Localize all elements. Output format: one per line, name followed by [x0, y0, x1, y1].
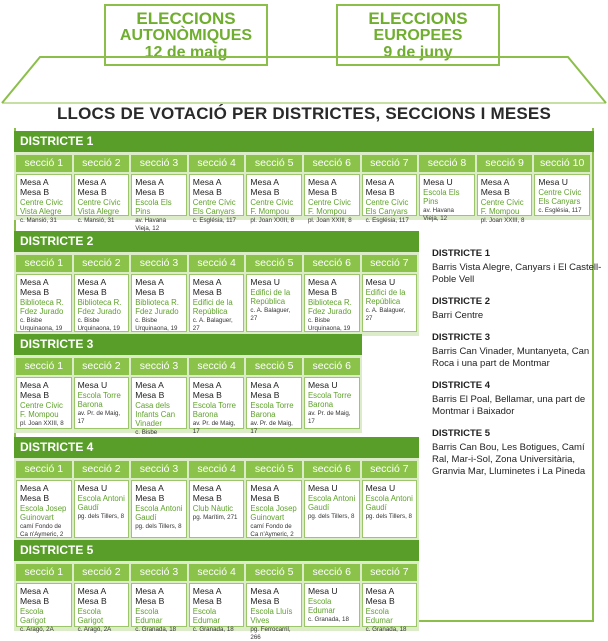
section-details: [74, 583, 130, 633]
section-cell: [15, 461, 73, 538]
mesa-label: Mesa B: [192, 493, 222, 503]
section-label: secció 3: [131, 461, 187, 478]
section-details: [131, 274, 187, 332]
section-details: [16, 274, 72, 332]
polling-place: Escola Torre Barona: [192, 401, 236, 419]
section-details: [131, 174, 187, 232]
section-cell: [303, 564, 361, 627]
mesa-label: Mesa B: [20, 596, 50, 606]
section-cell: [361, 461, 419, 538]
europees-line2: EUROPEES: [373, 27, 463, 44]
section-details: [189, 174, 245, 224]
section-cell: [245, 564, 303, 641]
section-cell: [73, 564, 131, 633]
polling-place: Escola Els Pins: [135, 198, 172, 216]
mesa-label: Mesa B: [20, 287, 50, 297]
section-details: [419, 174, 475, 222]
mesa-label: Mesa B: [135, 390, 165, 400]
legend-district-description: Barris Can Bou, Les Botigues, Camí Ral, Mar-i-Sol, Zona Universitària, Granvia Mar, Lluminetes i La Pineda: [432, 442, 586, 477]
autonomiques-line2: AUTONÒMIQUES: [119, 27, 253, 44]
legend-district-description: Barris El Poal, Bellamar, una part de Montmar i Baixador: [432, 394, 586, 417]
mesa-label: Mesa B: [192, 187, 222, 197]
section-label: secció 10: [534, 155, 590, 172]
mesa-label: Mesa B: [135, 287, 165, 297]
district-header: DISTRICTE 2: [14, 231, 419, 252]
polling-address: c. Església, 117: [538, 207, 582, 214]
section-details: [189, 480, 245, 538]
polling-place: Escola Torre Barona: [77, 391, 121, 409]
section-cell: [533, 155, 591, 216]
mesa-label: Mesa B: [77, 187, 107, 197]
polling-place: Centre Cívic Vista Alegre: [20, 198, 63, 216]
polling-place: Casa dels Infants Can Vinader: [135, 401, 176, 428]
mesa-label: Mesa A: [250, 586, 280, 596]
section-cell: [361, 155, 419, 224]
polling-address: pg. dels Tillers, 8: [365, 513, 412, 520]
section-details: [74, 274, 130, 332]
polling-place: Escola Josep Guinovart: [20, 504, 67, 522]
mesa-label: Mesa A: [77, 277, 107, 287]
polling-address: pg. dels Tillers, 8: [307, 513, 355, 520]
section-details: [189, 274, 245, 332]
section-cell: [73, 255, 131, 332]
mesa-label: Mesa A: [365, 586, 395, 596]
mesa-label: Mesa U: [77, 380, 108, 390]
section-label: secció 6: [304, 255, 360, 272]
polling-address: pl. Joan XXIII, 8: [20, 420, 64, 427]
section-label: secció 4: [189, 564, 245, 581]
section-label: secció 2: [74, 461, 130, 478]
section-label: secció 6: [304, 461, 360, 478]
section-cell: [245, 255, 303, 332]
section-details: [246, 377, 302, 435]
legend-district-title: DISTRICTE 4: [432, 380, 491, 391]
mesa-label: Mesa A: [20, 380, 49, 390]
polling-place: Biblioteca R. Fdez Jurado: [77, 298, 122, 316]
mesa-label: Mesa A: [20, 483, 49, 493]
polling-address: av. Havana Vieja, 12: [423, 207, 454, 222]
mesa-label: Mesa A: [135, 177, 164, 187]
polling-place: Centre Cívic F. Mompou: [20, 401, 63, 419]
mesa-label: Mesa U: [538, 177, 568, 187]
polling-place: Escola Garigot: [20, 607, 46, 625]
section-details: [74, 480, 130, 538]
section-cell: [15, 255, 73, 332]
section-details: [131, 480, 187, 538]
section-details: [246, 274, 302, 332]
mesa-label: Mesa A: [20, 177, 49, 187]
polling-address: camí Fondo de Ca n'Aymeric, 2: [20, 523, 64, 538]
polling-address: c. Bisbe Urquinaona, 19: [307, 317, 351, 332]
section-label: secció 3: [131, 564, 187, 581]
polling-address: pg. dels Tillers, 8: [77, 513, 125, 520]
section-label: secció 7: [362, 461, 418, 478]
europees-date: 9 de juny: [383, 44, 453, 61]
polling-address: c. Mansió, 31: [77, 217, 115, 224]
mesa-label: Mesa B: [20, 493, 50, 503]
section-label: secció 3: [131, 255, 187, 272]
section-details: [16, 174, 72, 224]
legend-district-title: DISTRICTE 1: [432, 248, 491, 259]
mesa-label: Mesa B: [192, 287, 222, 297]
section-label: secció 7: [362, 564, 418, 581]
mesa-label: Mesa A: [20, 277, 49, 287]
polling-place: Escola Els Pins: [423, 188, 460, 206]
section-details: [74, 377, 130, 429]
polling-place: Centre Cívic F. Mompou: [250, 198, 294, 216]
section-row: [15, 461, 418, 538]
polling-address: pl. Joan XXIII, 8: [307, 217, 352, 224]
mesa-label: Mesa U: [77, 483, 108, 493]
legend-district-description: Barri Centre: [432, 310, 484, 321]
legend-district-title: DISTRICTE 2: [432, 296, 491, 307]
section-label: secció 6: [304, 358, 360, 375]
polling-address: c. Aragó, 2A: [77, 626, 112, 633]
polling-place: Escola Torre Barona: [307, 391, 352, 409]
polling-place: Escola Garigot: [77, 607, 104, 625]
polling-place: Biblioteca R. Fdez Jurado: [307, 298, 352, 316]
polling-place: Centre Cívic Vista Alegre: [77, 198, 121, 216]
section-label: secció 4: [189, 358, 245, 375]
section-cell: [303, 461, 361, 538]
mesa-label: Mesa A: [250, 483, 280, 493]
polling-address: av. Pr. de Maig, 17: [77, 410, 121, 425]
polling-address: pl. Joan XXIII, 8: [480, 217, 525, 224]
polling-place: Club Nàutic: [192, 504, 234, 513]
section-details: [362, 480, 418, 538]
section-cell: [418, 155, 476, 222]
polling-address: av. Havana Vieja, 12: [135, 217, 167, 232]
section-details: [246, 583, 302, 641]
section-label: secció 1: [16, 155, 72, 172]
mesa-label: Mesa A: [250, 177, 280, 187]
section-cell: [476, 155, 534, 224]
polling-address: c. A. Balaguer, 27: [365, 307, 406, 322]
mesa-label: Mesa U: [365, 483, 396, 493]
polling-address: c. Bisbe Urquinaona, 19: [135, 317, 178, 332]
mesa-label: Mesa B: [135, 493, 165, 503]
polling-place: Escola Edumar: [135, 607, 163, 625]
section-details: [534, 174, 590, 216]
mesa-label: Mesa A: [192, 277, 222, 287]
section-label: secció 1: [16, 564, 72, 581]
section-details: [131, 377, 187, 436]
section-cell: [130, 461, 188, 538]
section-label: secció 6: [304, 155, 360, 172]
section-cell: [73, 461, 131, 538]
polling-place: Escola Edumar: [307, 597, 336, 615]
mesa-label: Mesa A: [135, 586, 164, 596]
polling-address: c. Granada, 18: [192, 626, 234, 633]
mesa-label: Mesa A: [192, 380, 222, 390]
section-label: secció 1: [16, 358, 72, 375]
mesa-label: Mesa A: [77, 586, 107, 596]
section-label: secció 5: [246, 358, 302, 375]
section-row: [15, 358, 361, 436]
mesa-label: Mesa U: [365, 277, 396, 287]
polling-address: c. A. Balaguer, 27: [250, 307, 291, 322]
mesa-label: Mesa A: [135, 380, 164, 390]
section-details: [189, 583, 245, 633]
mesa-label: Mesa A: [135, 277, 164, 287]
polling-place: Escola Torre Barona: [250, 401, 294, 419]
polling-address: av. Pr. de Maig, 17: [192, 420, 236, 435]
section-cell: [15, 564, 73, 633]
mesa-label: Mesa B: [307, 187, 338, 197]
section-cell: [303, 255, 361, 332]
mesa-label: Mesa B: [192, 596, 222, 606]
polling-address: pg. Marítim, 271: [192, 514, 238, 521]
mesa-label: Mesa B: [365, 187, 395, 197]
polling-address: c. Granada, 18: [307, 616, 349, 623]
polling-place: Edifici de la República: [365, 288, 406, 306]
section-label: secció 8: [419, 155, 475, 172]
polling-address: c. Bisbe: [135, 429, 158, 436]
polling-address: pl. Joan XXIII, 8: [250, 217, 295, 224]
polling-place: Escola Antoni Gaudí: [135, 504, 183, 522]
mesa-label: Mesa B: [192, 390, 222, 400]
section-cell: [303, 358, 361, 429]
mesa-label: Mesa U: [250, 277, 280, 287]
section-cell: [188, 358, 246, 435]
autonomiques-date: 12 de maig: [144, 44, 228, 61]
section-cell: [188, 564, 246, 633]
polling-address: c. Església, 117: [365, 217, 409, 224]
legend-district-description: Barris Vista Alegre, Canyars i El Castell-Poble Vell: [432, 262, 602, 285]
mesa-label: Mesa B: [77, 287, 107, 297]
polling-place: Centre Cívic F. Mompou: [480, 198, 524, 216]
section-details: [362, 583, 418, 633]
district-header: DISTRICTE 3: [14, 334, 362, 355]
polling-place: Centre Cívic F. Mompou: [307, 198, 351, 216]
section-details: [16, 480, 72, 538]
polling-address: c. Bisbe Urquinaona, 19: [20, 317, 63, 332]
district-header: DISTRICTE 1: [14, 131, 594, 152]
mesa-label: Mesa B: [20, 390, 50, 400]
polling-place: Escola Edumar: [192, 607, 221, 625]
section-cell: [361, 255, 419, 332]
polling-place: Escola Edumar: [365, 607, 393, 625]
section-row: [15, 564, 418, 641]
section-label: secció 4: [189, 155, 245, 172]
section-cell: [188, 155, 246, 224]
section-label: secció 5: [246, 461, 302, 478]
section-cell: [130, 564, 188, 633]
section-cell: [245, 461, 303, 538]
section-details: [362, 274, 418, 332]
section-label: secció 4: [189, 255, 245, 272]
section-row: [15, 155, 591, 232]
section-label: secció 1: [16, 255, 72, 272]
mesa-label: Mesa B: [250, 187, 280, 197]
section-label: secció 7: [362, 155, 418, 172]
polling-address: c. A. Balaguer, 27: [192, 317, 233, 332]
section-cell: [188, 461, 246, 538]
section-cell: [73, 358, 131, 429]
section-cell: [361, 564, 419, 633]
mesa-label: Mesa A: [192, 177, 222, 187]
section-details: [74, 174, 130, 224]
polling-place: Escola Josep Guinovart: [250, 504, 297, 522]
polling-address: av. Pr. de Maig, 17: [250, 420, 293, 435]
mesa-label: Mesa U: [423, 177, 453, 187]
mesa-label: Mesa B: [20, 187, 50, 197]
legend-district-title: DISTRICTE 3: [432, 332, 491, 343]
polling-address: av. Pr. de Maig, 17: [307, 410, 351, 425]
legend-district-description: Barris Can Vinader, Muntanyeta, Can Roca i una part de Montmar: [432, 346, 590, 369]
section-cell: [130, 255, 188, 332]
section-details: [304, 583, 360, 627]
mesa-label: Mesa A: [192, 586, 222, 596]
section-details: [16, 377, 72, 429]
autonomiques-line1: ELECCIONS: [136, 9, 236, 28]
polling-place: Escola Antoni Gaudí: [307, 494, 356, 512]
mesa-label: Mesa B: [250, 596, 280, 606]
section-label: secció 7: [362, 255, 418, 272]
section-details: [477, 174, 533, 224]
mesa-label: Mesa A: [250, 380, 280, 390]
polling-place: Escola Antoni Gaudí: [77, 494, 125, 512]
mesa-label: Mesa A: [307, 277, 337, 287]
section-cell: [188, 255, 246, 332]
section-label: secció 5: [246, 255, 302, 272]
section-cell: [245, 155, 303, 224]
section-row: [15, 255, 418, 332]
mesa-label: Mesa U: [307, 586, 338, 596]
mesa-label: Mesa B: [135, 187, 165, 197]
polling-address: c. Aragó, 2A: [20, 626, 54, 633]
mesa-label: Mesa B: [135, 596, 165, 606]
section-details: [246, 480, 302, 538]
polling-address: c. Església, 117: [192, 217, 237, 224]
polling-place: Edifici de la República: [250, 288, 291, 306]
polling-address: c. Granada, 18: [135, 626, 177, 633]
mesa-label: Mesa A: [480, 177, 510, 187]
polling-place: Biblioteca R. Fdez Jurado: [135, 298, 179, 316]
section-details: [189, 377, 245, 435]
section-details: [362, 174, 418, 224]
mesa-label: Mesa A: [77, 177, 107, 187]
section-cell: [130, 155, 188, 232]
polling-place: Centre Cívic Els Canyars: [192, 198, 236, 216]
mesa-label: Mesa A: [135, 483, 164, 493]
mesa-label: Mesa B: [307, 287, 338, 297]
polling-place: Centre Cívic Els Canyars: [365, 198, 409, 216]
polling-place: Escola Lluís Vives: [250, 607, 293, 625]
polling-place: Centre Cívic Els Canyars: [538, 188, 582, 206]
section-cell: [73, 155, 131, 224]
section-label: secció 5: [246, 564, 302, 581]
section-details: [16, 583, 72, 633]
section-cell: [15, 155, 73, 224]
district-legend: [432, 248, 602, 478]
mesa-label: Mesa B: [250, 390, 280, 400]
polling-address: pg. Ferrocarril, 266: [250, 626, 291, 641]
section-cell: [245, 358, 303, 435]
europees-line1: ELECCIONS: [368, 9, 468, 28]
section-details: [304, 274, 360, 332]
section-details: [131, 583, 187, 633]
section-details: [304, 480, 360, 538]
district-header: DISTRICTE 5: [14, 540, 419, 561]
polling-address: c. Granada, 18: [365, 626, 407, 633]
section-label: secció 3: [131, 358, 187, 375]
mesa-label: Mesa B: [480, 187, 510, 197]
district-header: DISTRICTE 4: [14, 437, 419, 458]
section-label: secció 5: [246, 155, 302, 172]
roof-outline: [0, 55, 608, 105]
section-label: secció 6: [304, 564, 360, 581]
polling-address: camí Fondo de Ca n'Aymeric, 2: [250, 523, 294, 538]
section-cell: [15, 358, 73, 429]
mesa-label: Mesa A: [307, 177, 337, 187]
mesa-label: Mesa B: [250, 493, 280, 503]
mesa-label: Mesa A: [365, 177, 395, 187]
mesa-label: Mesa A: [20, 586, 49, 596]
polling-address: c. Mansió, 31: [20, 217, 57, 224]
polling-address: pg. dels Tillers, 8: [135, 523, 182, 530]
mesa-label: Mesa B: [365, 596, 395, 606]
section-label: secció 2: [74, 358, 130, 375]
section-details: [304, 174, 360, 224]
section-cell: [130, 358, 188, 436]
section-label: secció 3: [131, 155, 187, 172]
mesa-label: Mesa U: [307, 483, 338, 493]
section-label: secció 4: [189, 461, 245, 478]
page-title: LLOCS DE VOTACIÓ PER DISTRICTES, SECCIONS I MESES: [56, 104, 552, 123]
section-label: secció 2: [74, 564, 130, 581]
polling-place: Escola Antoni Gaudí: [365, 494, 413, 512]
section-label: secció 2: [74, 155, 130, 172]
mesa-label: Mesa A: [192, 483, 222, 493]
polling-place: Biblioteca R. Fdez Jurado: [20, 298, 64, 316]
polling-place: Edifici de la República: [192, 298, 233, 316]
section-label: secció 1: [16, 461, 72, 478]
polling-address: c. Bisbe Urquinaona, 19: [77, 317, 120, 332]
section-label: secció 9: [477, 155, 533, 172]
section-details: [304, 377, 360, 429]
mesa-label: Mesa U: [307, 380, 338, 390]
section-details: [246, 174, 302, 224]
section-cell: [303, 155, 361, 224]
section-label: secció 2: [74, 255, 130, 272]
legend-district-title: DISTRICTE 5: [432, 428, 491, 439]
mesa-label: Mesa B: [77, 596, 107, 606]
